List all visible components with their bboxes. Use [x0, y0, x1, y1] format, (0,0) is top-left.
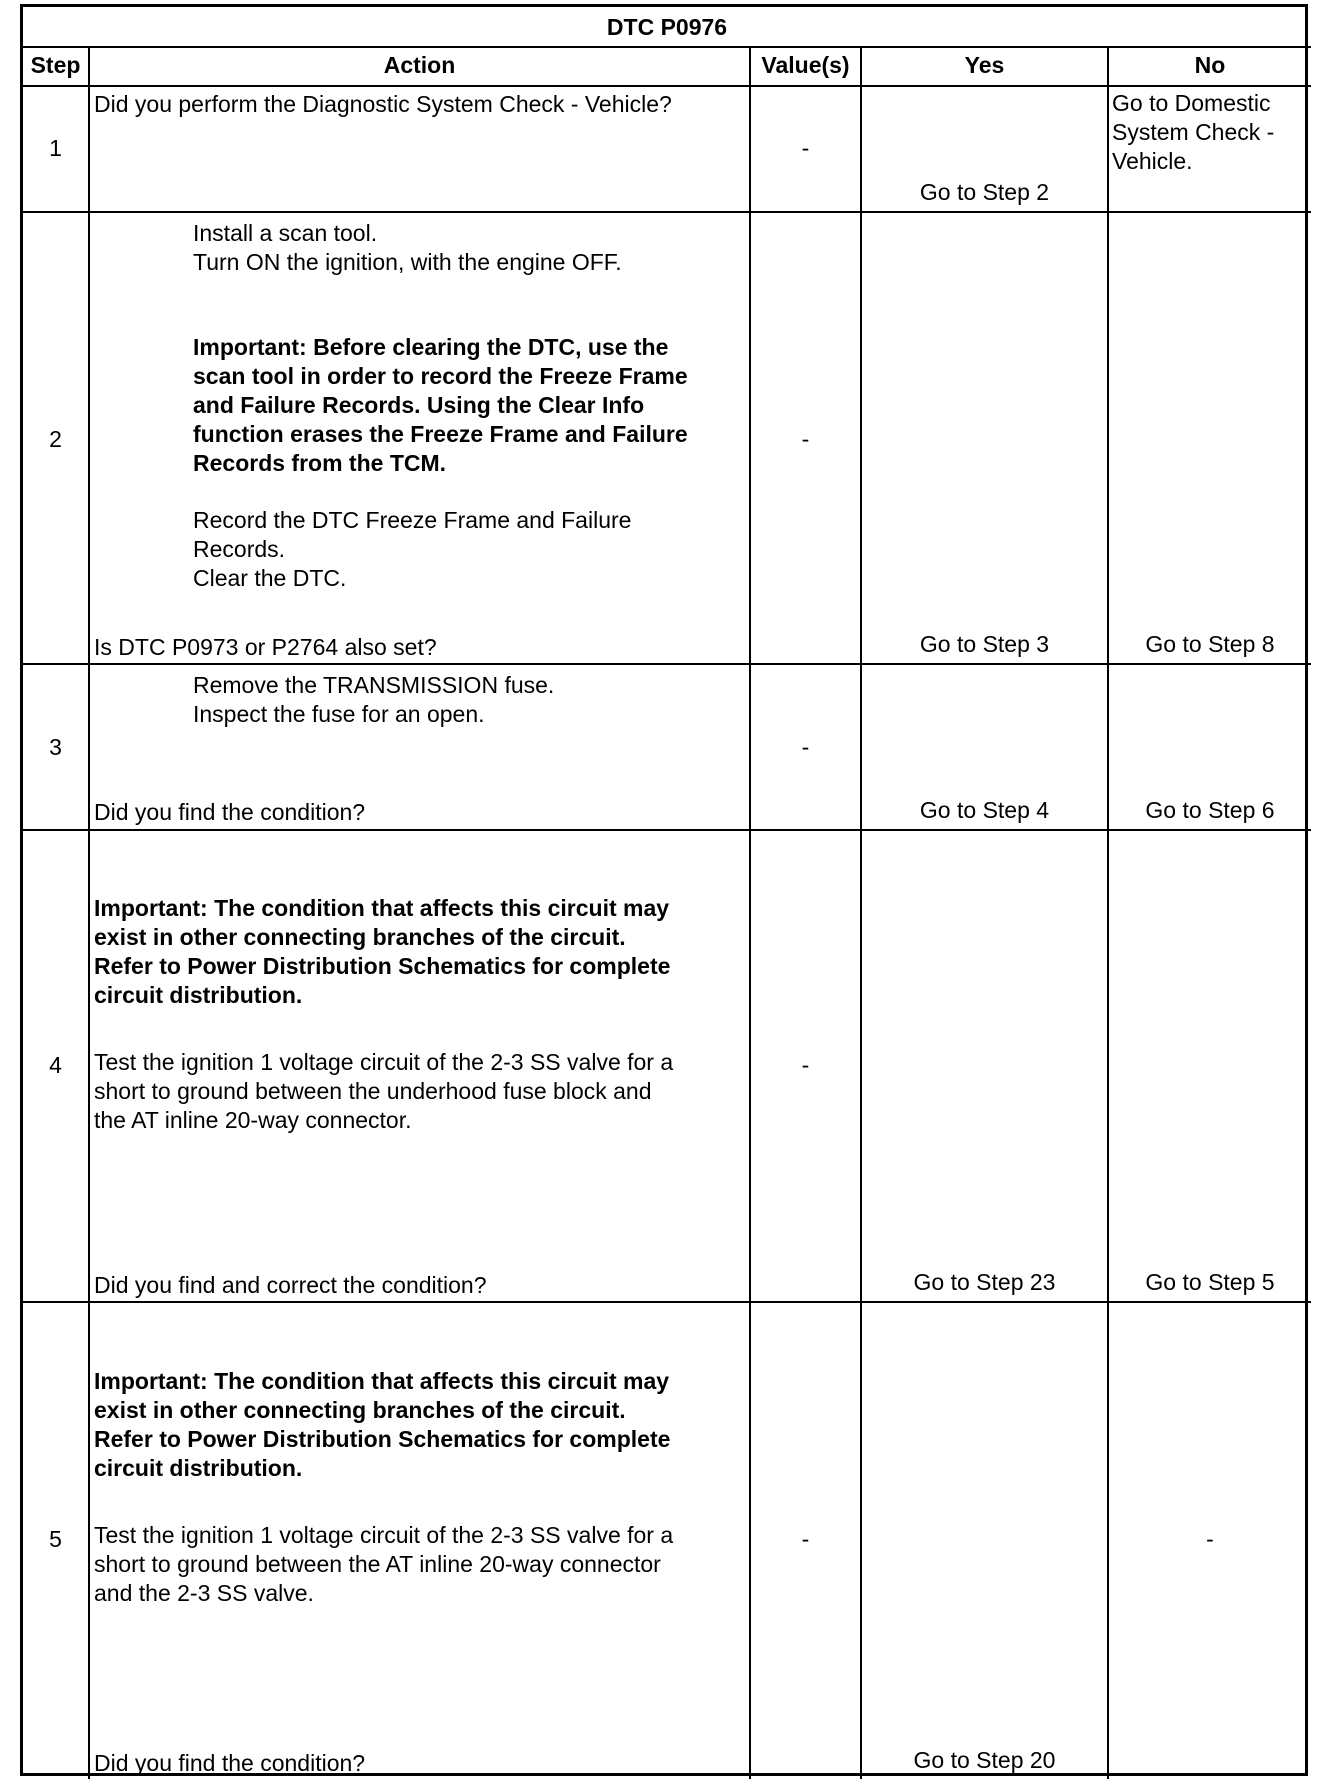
important-note: circuit distribution. — [94, 982, 303, 1008]
no-action: Go to Domestic — [1112, 90, 1271, 116]
dtc-table — [20, 4, 1308, 1776]
row-divider — [23, 829, 1311, 831]
action-instruction: the AT inline 20-way connector. — [94, 1107, 412, 1133]
row-divider — [23, 1301, 1311, 1303]
important-note: Important: The condition that affects this circuit may — [94, 1368, 670, 1394]
step-number: 5 — [49, 1525, 62, 1552]
no-action: Go to Step 5 — [1145, 1269, 1275, 1295]
header-no: No — [1194, 52, 1226, 78]
yes-action: Go to Step 20 — [913, 1747, 1056, 1773]
column-divider — [88, 46, 90, 1779]
no-action: - — [1206, 1525, 1214, 1552]
row-divider — [23, 85, 1311, 87]
important-note: Refer to Power Distribution Schematics for complete — [94, 953, 671, 979]
no-action: Go to Step 8 — [1145, 631, 1275, 657]
yes-action: Go to Step 23 — [913, 1269, 1056, 1295]
action-instruction: Install a scan tool. — [193, 220, 378, 246]
step-number: 1 — [49, 134, 62, 161]
action-instruction: Records. — [193, 536, 286, 562]
action-instruction: and the 2-3 SS valve. — [94, 1580, 314, 1606]
value-cell: - — [801, 1051, 810, 1078]
header-action: Action — [383, 52, 456, 78]
header-values: Value(s) — [761, 52, 850, 78]
important-note: circuit distribution. — [94, 1455, 303, 1481]
action-instruction: Test the ignition 1 voltage circuit of the 2-3 SS valve for a — [94, 1049, 674, 1075]
important-note: scan tool in order to record the Freeze Frame — [193, 363, 688, 389]
no-action: Vehicle. — [1112, 148, 1193, 174]
row-divider — [23, 46, 1311, 48]
action-question: Is DTC P0973 or P2764 also set? — [94, 634, 437, 660]
action-question: Did you perform the Diagnostic System Check - Vehicle? — [94, 91, 672, 117]
important-note: function erases the Freeze Frame and Failure — [193, 421, 688, 447]
column-divider — [860, 46, 862, 1779]
action-instruction: short to ground between the underhood fuse block and — [94, 1078, 652, 1104]
step-number: 3 — [49, 733, 62, 760]
value-cell: - — [801, 733, 810, 760]
yes-action: Go to Step 3 — [919, 631, 1050, 657]
row-divider — [23, 211, 1311, 213]
important-note: exist in other connecting branches of the circuit. — [94, 1397, 626, 1423]
yes-action: Go to Step 4 — [919, 797, 1050, 823]
column-divider — [1107, 46, 1109, 1779]
action-question: Did you find the condition? — [94, 1750, 366, 1776]
action-instruction: Test the ignition 1 voltage circuit of the 2-3 SS valve for a — [94, 1522, 674, 1548]
no-action: System Check - — [1112, 119, 1275, 145]
step-number: 2 — [49, 425, 62, 452]
important-note: and Failure Records. Using the Clear Info — [193, 392, 645, 418]
row-divider — [23, 663, 1311, 665]
column-divider — [749, 46, 751, 1779]
action-question: Did you find the condition? — [94, 799, 366, 825]
action-question: Did you find and correct the condition? — [94, 1272, 487, 1298]
page-title: DTC P0976 — [606, 14, 728, 40]
header-yes: Yes — [964, 52, 1005, 78]
action-instruction: Remove the TRANSMISSION fuse. — [193, 672, 555, 698]
action-instruction: Inspect the fuse for an open. — [193, 701, 485, 727]
important-note: Important: Before clearing the DTC, use the — [193, 334, 669, 360]
step-number: 4 — [49, 1051, 62, 1078]
value-cell: - — [801, 134, 810, 161]
important-note: Records from the TCM. — [193, 450, 447, 476]
important-note: Refer to Power Distribution Schematics for complete — [94, 1426, 671, 1452]
yes-action: Go to Step 2 — [919, 179, 1050, 205]
value-cell: - — [801, 425, 810, 452]
action-instruction: Record the DTC Freeze Frame and Failure — [193, 507, 632, 533]
value-cell: - — [801, 1525, 810, 1552]
important-note: Important: The condition that affects this circuit may — [94, 895, 670, 921]
important-note: exist in other connecting branches of the circuit. — [94, 924, 626, 950]
action-instruction: Turn ON the ignition, with the engine OFF. — [193, 249, 622, 275]
no-action: Go to Step 6 — [1145, 797, 1275, 823]
action-instruction: short to ground between the AT inline 20-way connector — [94, 1551, 661, 1577]
header-step: Step — [30, 52, 81, 78]
action-instruction: Clear the DTC. — [193, 565, 347, 591]
